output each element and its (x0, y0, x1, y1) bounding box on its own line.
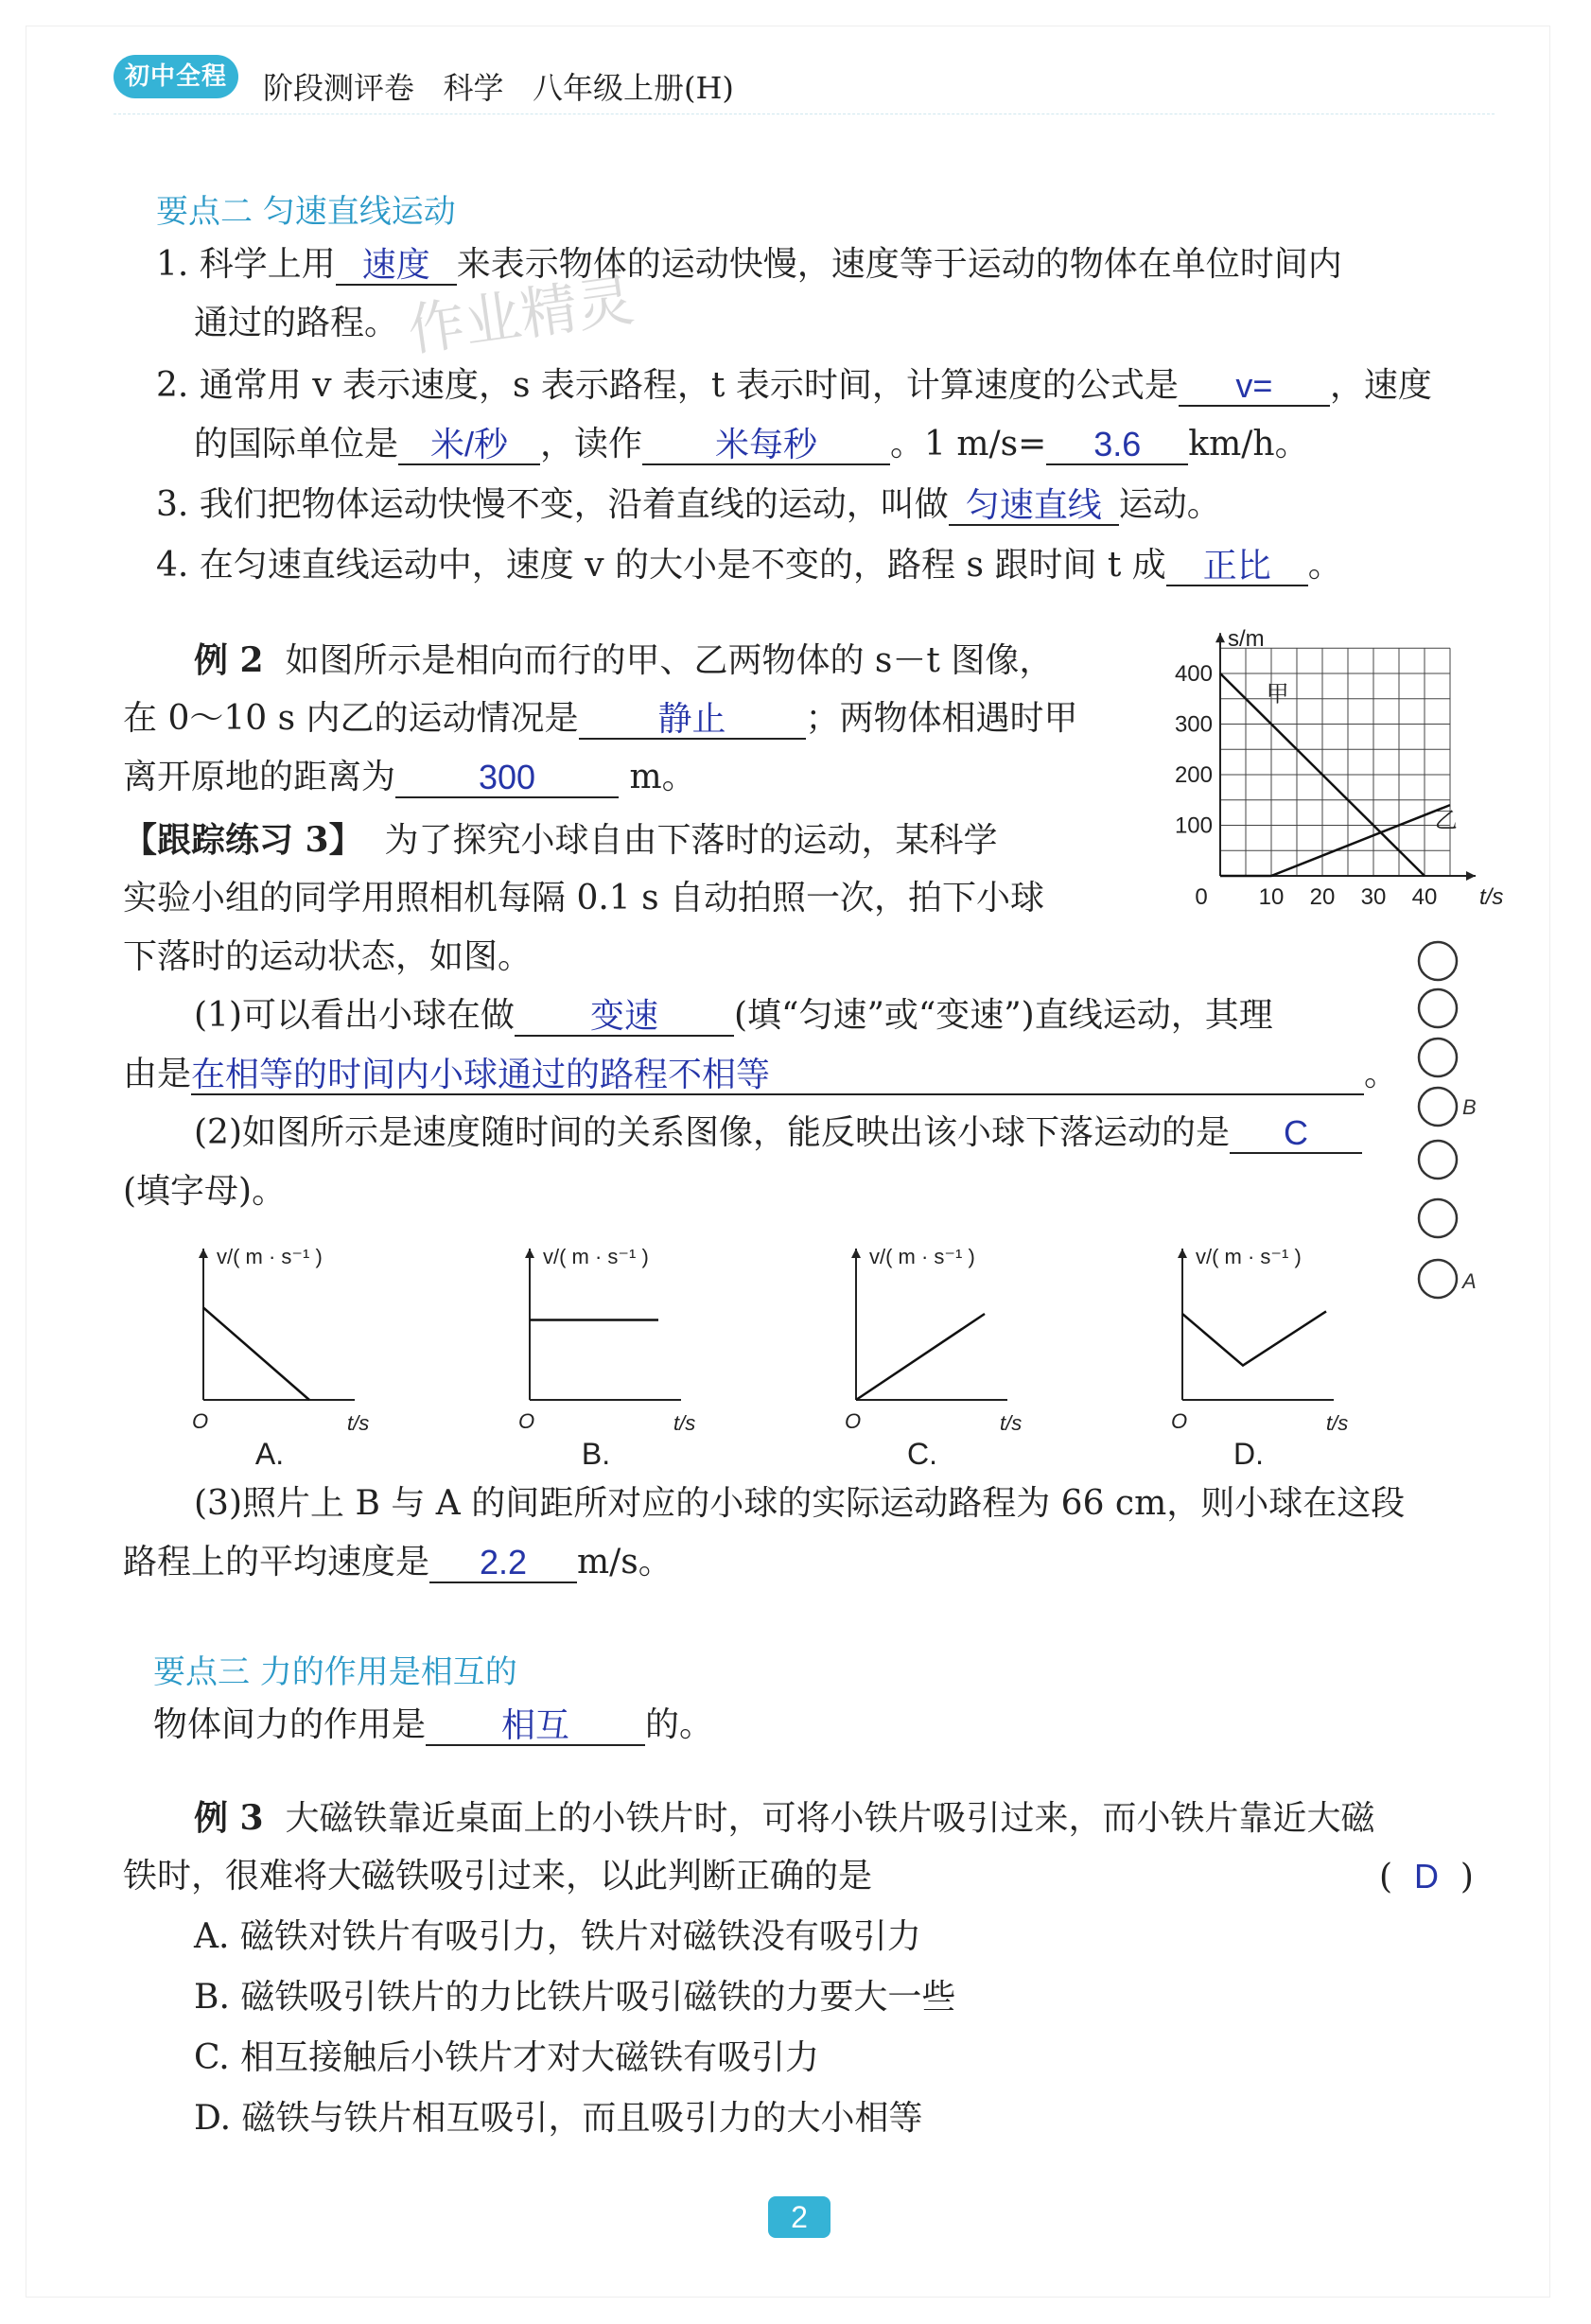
y-axis-label: s/m (1228, 626, 1265, 653)
x-tick-label: 10 (1258, 884, 1285, 910)
origin-label: O (192, 1409, 209, 1433)
answer-blank: 300 (395, 759, 619, 798)
practice-label: 【跟踪练习 3】 (123, 820, 363, 860)
question-2-cont: 的国际单位是 米/秒 ，读作 米每秒 。1 m/s= 3.6 km/h。 (194, 425, 1309, 463)
option-c: C. 相互接触后小铁片才对大磁铁有吸引力 (194, 2038, 820, 2077)
v-t-line (203, 1308, 309, 1401)
header-title: 阶段测评卷 科学 八年级上册(H) (263, 70, 734, 106)
example-2-line-3: 离开原地的距离为 300 m。 (123, 758, 696, 796)
series-line-yi (1220, 805, 1450, 876)
question-1: 1. 科学上用 速度 来表示物体的运动快慢，速度等于运动的物体在单位时间内 (156, 245, 1342, 284)
x-axis-label: t/s (1479, 884, 1504, 910)
example-label: 例 3 (194, 1798, 264, 1838)
ball-image (1419, 989, 1457, 1027)
ball-image (1419, 942, 1457, 980)
x-axis-label: t/s (1326, 1411, 1349, 1435)
x-tick-label: 20 (1309, 884, 1336, 910)
practice-3-part-3: (3)照片上 B 与 A 的间距所对应的小球的实际运动路程为 66 cm，则小球在这段 (194, 1484, 1406, 1523)
answer-blank: 匀速直线 (949, 486, 1119, 526)
y-tick-label: 400 (1174, 661, 1213, 687)
practice-3-line-1: 【跟踪练习 3】 为了探究小球自由下落时的运动，某科学 (123, 820, 998, 860)
x-axis-arrow (1466, 871, 1476, 881)
answer-blank: v= (1179, 367, 1330, 407)
option-label: B. (581, 1437, 611, 1471)
practice-3-part-1-cont: 由是在相等的时间内小球通过的路程不相等 。 (123, 1055, 1399, 1093)
answer-blank: C (1230, 1114, 1362, 1154)
practice-3-part-2-cont: (填字母)。 (123, 1172, 287, 1211)
y-axis-label: v/( m · s⁻¹ ) (869, 1245, 975, 1268)
y-axis-arrow (525, 1249, 534, 1258)
ball-label-a: A (1462, 1269, 1477, 1293)
ball-label-b: B (1462, 1095, 1477, 1119)
series-logo: 初中全程 (114, 55, 238, 98)
v-t-line (856, 1314, 985, 1400)
answer-blank: 变速 (515, 997, 734, 1037)
ball-image (1419, 1088, 1457, 1126)
answer-blank: 正比 (1166, 547, 1308, 586)
example-3-line-1: 例 3 大磁铁靠近桌面上的小铁片时，可将小铁片吸引过来，而小铁片靠近大磁 (194, 1798, 1375, 1838)
x-tick-label: 30 (1360, 884, 1387, 910)
y-axis-label: v/( m · s⁻¹ ) (1196, 1245, 1302, 1268)
page-number: 2 (768, 2196, 830, 2238)
answer-blank: 静止 (579, 700, 806, 740)
x-axis-label: t/s (1000, 1411, 1023, 1435)
practice-3-part-2: (2)如图所示是速度随时间的关系图像，能反映出该小球下落运动的是 C (194, 1112, 1362, 1154)
watermark: 作业精灵 (403, 267, 638, 365)
ball-image (1419, 1141, 1457, 1179)
option-label: D. (1233, 1437, 1264, 1471)
option-label: A. (254, 1437, 285, 1471)
practice-3-part-3-cont: 路程上的平均速度是 2.2 m/s。 (123, 1543, 673, 1581)
section-3-statement: 物体间力的作用是 相互 的。 (153, 1705, 714, 1744)
example-3-line-2: 铁时，很难将大磁铁吸引过来，以此判断正确的是 (123, 1857, 873, 1896)
ball-image (1419, 1199, 1457, 1237)
answer-blank: 相互 (426, 1706, 645, 1746)
y-axis-arrow (1215, 633, 1225, 642)
answer-blank: 3.6 (1046, 426, 1188, 465)
answer-blank: 米每秒 (642, 426, 890, 465)
answer-blank: 2.2 (429, 1544, 577, 1583)
s-t-chart (1135, 626, 1532, 916)
y-tick-label: 100 (1174, 813, 1213, 839)
x-axis-label: t/s (673, 1411, 696, 1435)
answer-blank: 速度 (336, 246, 457, 286)
y-tick-label: 200 (1174, 762, 1213, 788)
v-t-line (1182, 1311, 1326, 1365)
option-a: A. 磁铁对铁片有吸引力，铁片对磁铁没有吸引力 (194, 1917, 921, 1956)
falling-ball-photo (1409, 936, 1495, 1315)
question-3: 3. 我们把物体运动快慢不变，沿着直线的运动，叫做 匀速直线 运动。 (156, 485, 1221, 524)
y-axis-arrow (851, 1249, 861, 1258)
example-2-line-1: 例 2 如图所示是相向而行的甲、乙两物体的 s－t 图像， (194, 640, 1054, 680)
x-tick-label: 40 (1411, 884, 1438, 910)
example-2-line-2: 在 0～10 s 内乙的运动情况是 静止 ；两物体相遇时甲 (123, 699, 1078, 738)
option-b: B. 磁铁吸引铁片的力比铁片吸引磁铁的力要大一些 (194, 1978, 956, 2017)
origin-label: O (845, 1409, 862, 1433)
y-axis-arrow (1178, 1249, 1187, 1258)
origin-label: O (518, 1409, 535, 1433)
series-label: 甲 (1266, 681, 1289, 708)
example-label: 例 2 (194, 640, 264, 680)
v-t-option-graphs (189, 1220, 1349, 1471)
y-axis-label: v/( m · s⁻¹ ) (217, 1245, 323, 1268)
option-d: D. 磁铁与铁片相互吸引，而且吸引力的大小相等 (194, 2099, 923, 2138)
series-label: 乙 (1434, 808, 1458, 834)
practice-3-line-2: 实验小组的同学用照相机每隔 0.1 s 自动拍照一次，拍下小球 (123, 879, 1045, 917)
question-2: 2. 通常用 v 表示速度，s 表示路程，t 表示时间，计算速度的公式是 v= ，速度 (156, 366, 1432, 405)
choice-answer: D (1413, 1857, 1439, 1896)
practice-3-part-1: (1)可以看出小球在做 变速 (填“匀速”或“变速”)直线运动，其理 (194, 996, 1273, 1035)
origin-label: O (1171, 1409, 1188, 1433)
section-title-3: 要点三 力的作用是相互的 (153, 1653, 517, 1691)
x-axis-label: t/s (347, 1411, 370, 1435)
x-tick-label: 0 (1195, 884, 1208, 910)
ball-image (1419, 1260, 1457, 1298)
answer-blank: 米/秒 (398, 426, 540, 465)
y-tick-label: 300 (1174, 711, 1213, 738)
option-label: C. (907, 1437, 937, 1471)
ball-image (1419, 1039, 1457, 1076)
question-4: 4. 在匀速直线运动中，速度 v 的大小是不变的，路程 s 跟时间 t 成 正比 。 (156, 546, 1342, 585)
section-title-2: 要点二 匀速直线运动 (156, 193, 456, 231)
y-axis-label: v/( m · s⁻¹ ) (543, 1245, 649, 1268)
answer-blank: 在相等的时间内小球通过的路程不相等 (191, 1056, 1364, 1095)
y-axis-arrow (199, 1249, 208, 1258)
question-1-cont: 通过的路程。 (194, 304, 399, 342)
example-3-answer: ( D ) (1379, 1857, 1474, 1896)
practice-3-line-3: 下落时的运动状态，如图。 (123, 937, 533, 976)
